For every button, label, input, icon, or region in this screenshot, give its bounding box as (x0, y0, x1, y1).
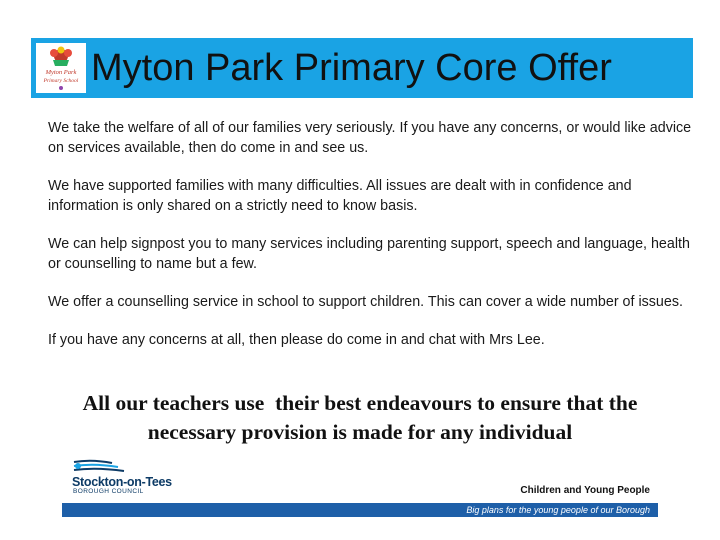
page-title: Myton Park Primary Core Offer (91, 47, 612, 89)
school-crest-icon (36, 43, 86, 93)
council-subtitle: BOROUGH COUNCIL (73, 488, 144, 495)
council-name: Stockton-on-Tees (72, 475, 172, 489)
core-offer-text (48, 118, 696, 368)
paragraph-signpost: We can help signpost you to many services including parenting support, speech and language, health or counselling to name but a few. (48, 236, 690, 272)
school-logo (36, 43, 86, 93)
paragraph-welfare: We take the welfare of all of our families very seriously. If you have any concerns, or would like advice on services available, then do come in and see us. (48, 120, 692, 156)
svg-text:Myton Park: Myton Park (45, 69, 77, 76)
header-banner (31, 38, 693, 98)
paragraph-confidence: We have supported families with many difficulties. All issues are dealt with in confidence and information is only shared on a strictly need to know basis. (48, 178, 632, 214)
council-swoosh-icon (72, 459, 132, 475)
paragraph-counselling: We offer a counselling service in school to support children. This can cover a wide number of issues. (48, 294, 683, 310)
footer-tagline: Big plans for the young people of our Borough (466, 505, 650, 515)
footer-bar (62, 503, 658, 517)
teachers-statement: All our teachers use their best endeavours to ensure that the necessary provision is made for any individual (82, 391, 643, 444)
council-footer (62, 455, 658, 517)
paragraph-contact: If you have any concerns at all, then please do come in and chat with Mrs Lee. (48, 332, 545, 348)
svg-text:Primary School: Primary School (43, 78, 79, 84)
department-name: Children and Young People (520, 485, 650, 496)
